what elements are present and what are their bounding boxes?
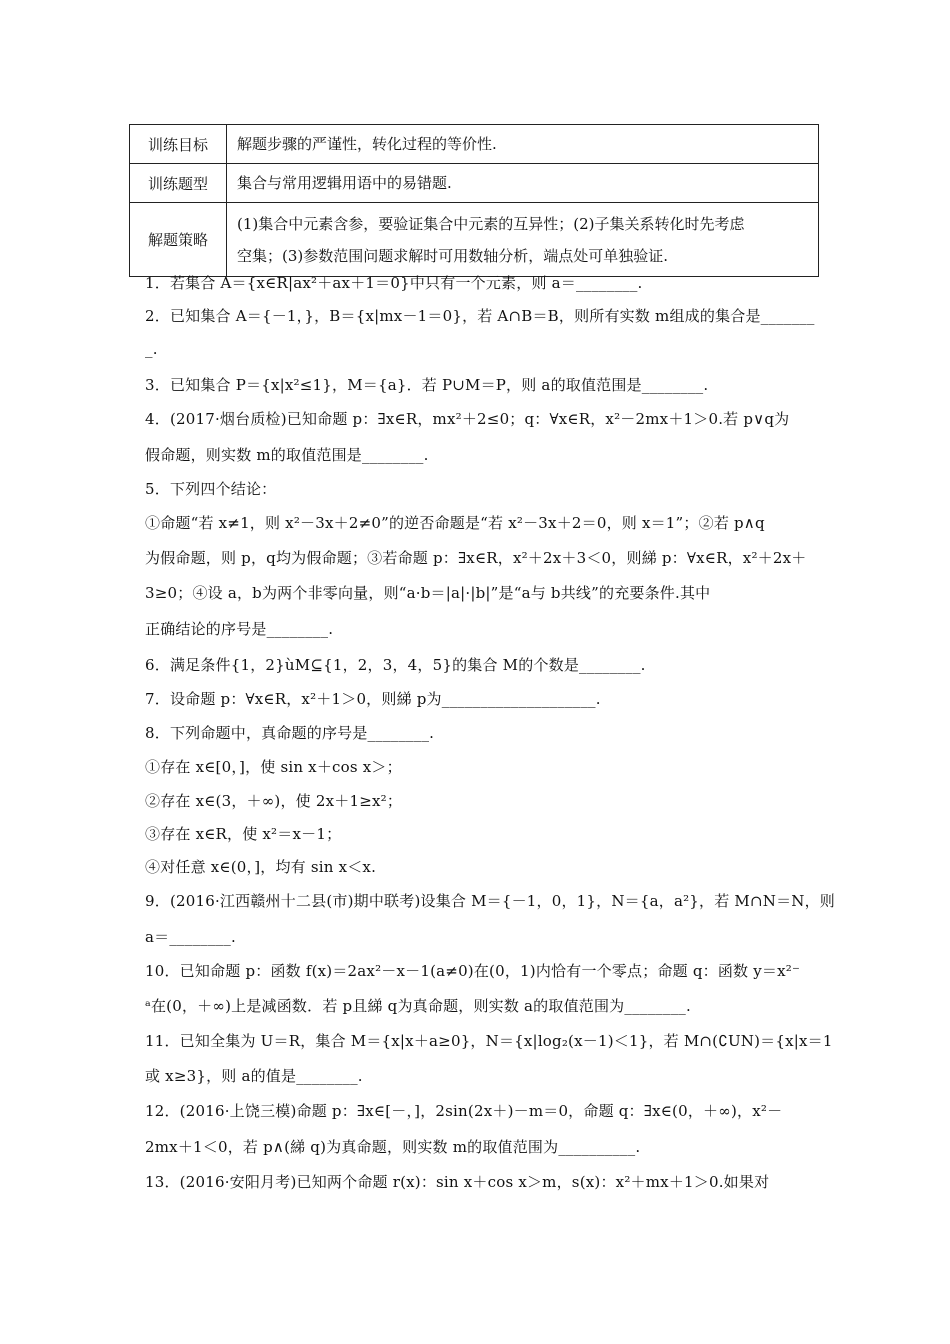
problem-2: 2．已知集合 A＝{－1，}，B＝{x|mx－1＝0}，若 A∩B＝B，则所有实数 m组成的集合是_______ bbox=[145, 307, 815, 325]
problem-8-option: ①存在 x∈[0，]，使 sin x＋cos x＞； bbox=[145, 758, 402, 776]
problem-11: 11．已知全集为 U＝R，集合 M＝{x|x＋a≥0}，N＝{x|log₂(x－1)＜1}，若 M∩(∁UN)＝{x|x＝1 bbox=[145, 1032, 833, 1050]
table-content: 集合与常用逻辑用语中的易错题. bbox=[227, 164, 819, 203]
table-label: 训练题型 bbox=[130, 164, 227, 203]
problem-1: 1．若集合 A＝{x∈R|ax²＋ax＋1＝0}中只有一个元素，则 a＝________. bbox=[145, 274, 643, 292]
problem-10: 10．已知命题 p：函数 f(x)＝2ax²－x－1(a≠0)在(0，1)内恰有一个零点；命题 q：函数 y＝x²⁻ bbox=[145, 962, 801, 980]
problem-3: 3．已知集合 P＝{x|x²≤1}，M＝{a}．若 P∪M＝P，则 a的取值范围是________. bbox=[145, 376, 709, 394]
problem-12-cont: 2mx＋1＜0，若 p∧(綈 q)为真命题，则实数 m的取值范围为__________. bbox=[145, 1138, 641, 1156]
problem-6: 6．满足条件{1，2}ùM⊆{1，2，3，4，5}的集合 M的个数是________. bbox=[145, 656, 646, 674]
problem-5-line: ①命题“若 x≠1，则 x²－3x＋2≠0”的逆否命题是“若 x²－3x＋2＝0，则 x＝1”；②若 p∧q bbox=[145, 514, 765, 532]
problem-8: 8．下列命题中，真命题的序号是________. bbox=[145, 724, 435, 742]
problem-13: 13．(2016·安阳月考)已知两个命题 r(x)：sin x＋cos x＞m，s(x)：x²＋mx＋1＞0.如果对 bbox=[145, 1173, 770, 1191]
problem-11-cont: 或 x≥3}，则 a的值是________. bbox=[145, 1067, 363, 1085]
problem-2-cont: _. bbox=[145, 340, 158, 358]
content-line: (1)集合中元素含参，要验证集合中元素的互异性；(2)子集关系转化时先考虑 bbox=[237, 214, 745, 233]
problem-12: 12．(2016·上饶三模)命题 p：∃x∈[－，]，2sin(2x＋)－m＝0，命题 q：∃x∈(0，＋∞)，x²－ bbox=[145, 1102, 783, 1120]
problem-5-line: 3≥0；④设 a，b为两个非零向量，则“a·b＝|a|·|b|”是“a与 b共线”的充要条件.其中 bbox=[145, 584, 711, 602]
problem-5: 5．下列四个结论： bbox=[145, 480, 277, 498]
problem-5-line: 为假命题，则 p，q均为假命题；③若命题 p：∃x∈R，x²＋2x＋3＜0，则綈 p：∀x∈R，x²＋2x＋ bbox=[145, 549, 807, 567]
table-content: 解题步骤的严谨性，转化过程的等价性. bbox=[227, 125, 819, 164]
table-row bbox=[130, 164, 819, 203]
table-content bbox=[227, 203, 819, 277]
problem-10-cont: ᵃ在(0，＋∞)上是减函数．若 p且綈 q为真命题，则实数 a的取值范围为________. bbox=[145, 997, 691, 1015]
problem-8-option: ④对任意 x∈(0，]，均有 sin x＜x. bbox=[145, 858, 377, 876]
table-row bbox=[130, 203, 819, 277]
problem-8-option: ③存在 x∈R，使 x²＝x－1； bbox=[145, 825, 342, 843]
content-line: 空集；(3)参数范围问题求解时可用数轴分析，端点处可单独验证. bbox=[237, 246, 669, 265]
problem-4: 4．(2017·烟台质检)已知命题 p：∃x∈R，mx²＋2≤0；q：∀x∈R，x²－2mx＋1＞0.若 p∨q为 bbox=[145, 410, 790, 428]
problem-7: 7．设命题 p：∀x∈R，x²＋1＞0，则綈 p为____________________. bbox=[145, 690, 601, 708]
problem-8-option: ②存在 x∈(3，＋∞)，使 2x＋1≥x²； bbox=[145, 792, 403, 810]
problem-9-cont: a＝________. bbox=[145, 928, 236, 946]
problem-4-cont: 假命题，则实数 m的取值范围是________. bbox=[145, 446, 429, 464]
training-info-table bbox=[129, 124, 819, 277]
table-label: 训练目标 bbox=[130, 125, 227, 164]
problem-5-line: 正确结论的序号是________. bbox=[145, 620, 334, 638]
problem-9: 9．(2016·江西赣州十二县(市)期中联考)设集合 M＝{－1，0，1}，N＝{a，a²}，若 M∩N＝N，则 bbox=[145, 892, 835, 910]
table-label: 解题策略 bbox=[130, 203, 227, 277]
table-row bbox=[130, 125, 819, 164]
